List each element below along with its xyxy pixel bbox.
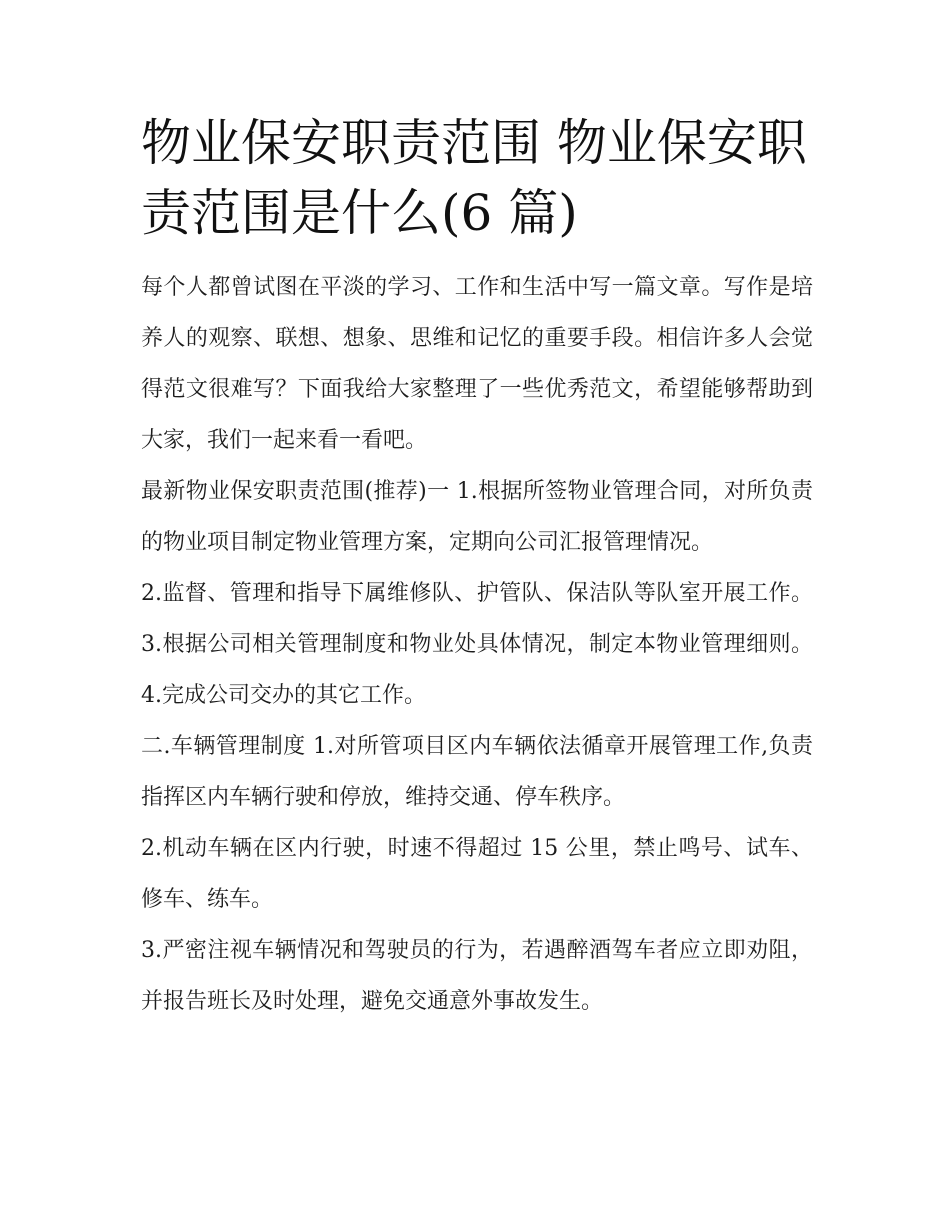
paragraph-vehicle-rules-2: 2.机动车辆在区内行驶，时速不得超过 15 公里，禁止鸣号、试车、修车、练车。 xyxy=(141,836,813,912)
document-title: 物业保安职责范围 物业保安职责范围是什么(6 篇) xyxy=(141,114,807,242)
paragraph-section-1: 最新物业保安职责范围(推荐)一 1.根据所签物业管理合同，对所负责的物业项目制定物业管理方案，定期向公司汇报管理情况。 xyxy=(141,479,813,555)
paragraph-vehicle-rules-1: 二.车辆管理制度 1.对所管项目区内车辆依法循章开展管理工作,负责指挥区内车辆行驶和停放，维持交通、停车秩序。 xyxy=(141,734,813,810)
document-page xyxy=(141,108,813,1027)
paragraph-section-2: 2.监督、管理和指导下属维修队、护管队、保洁队等队室开展工作。 3.根据公司相关管理制度和物业处具体情况，制定本物业管理细则。 4.完成公司交办的其它工作。 xyxy=(141,581,813,708)
paragraph-intro: 每个人都曾试图在平淡的学习、工作和生活中写一篇文章。写作是培养人的观察、联想、想象、思维和记忆的重要手段。相信许多人会觉得范文很难写？下面我给大家整理了一些优秀范文，希望能够帮助到大家，我们一起来看一看吧。 xyxy=(141,275,813,453)
paragraph-vehicle-rules-3: 3.严密注视车辆情况和驾驶员的行为，若遇醉酒驾车者应立即劝阻，并报告班长及时处理，避免交通意外事故发生。 xyxy=(141,938,813,1014)
